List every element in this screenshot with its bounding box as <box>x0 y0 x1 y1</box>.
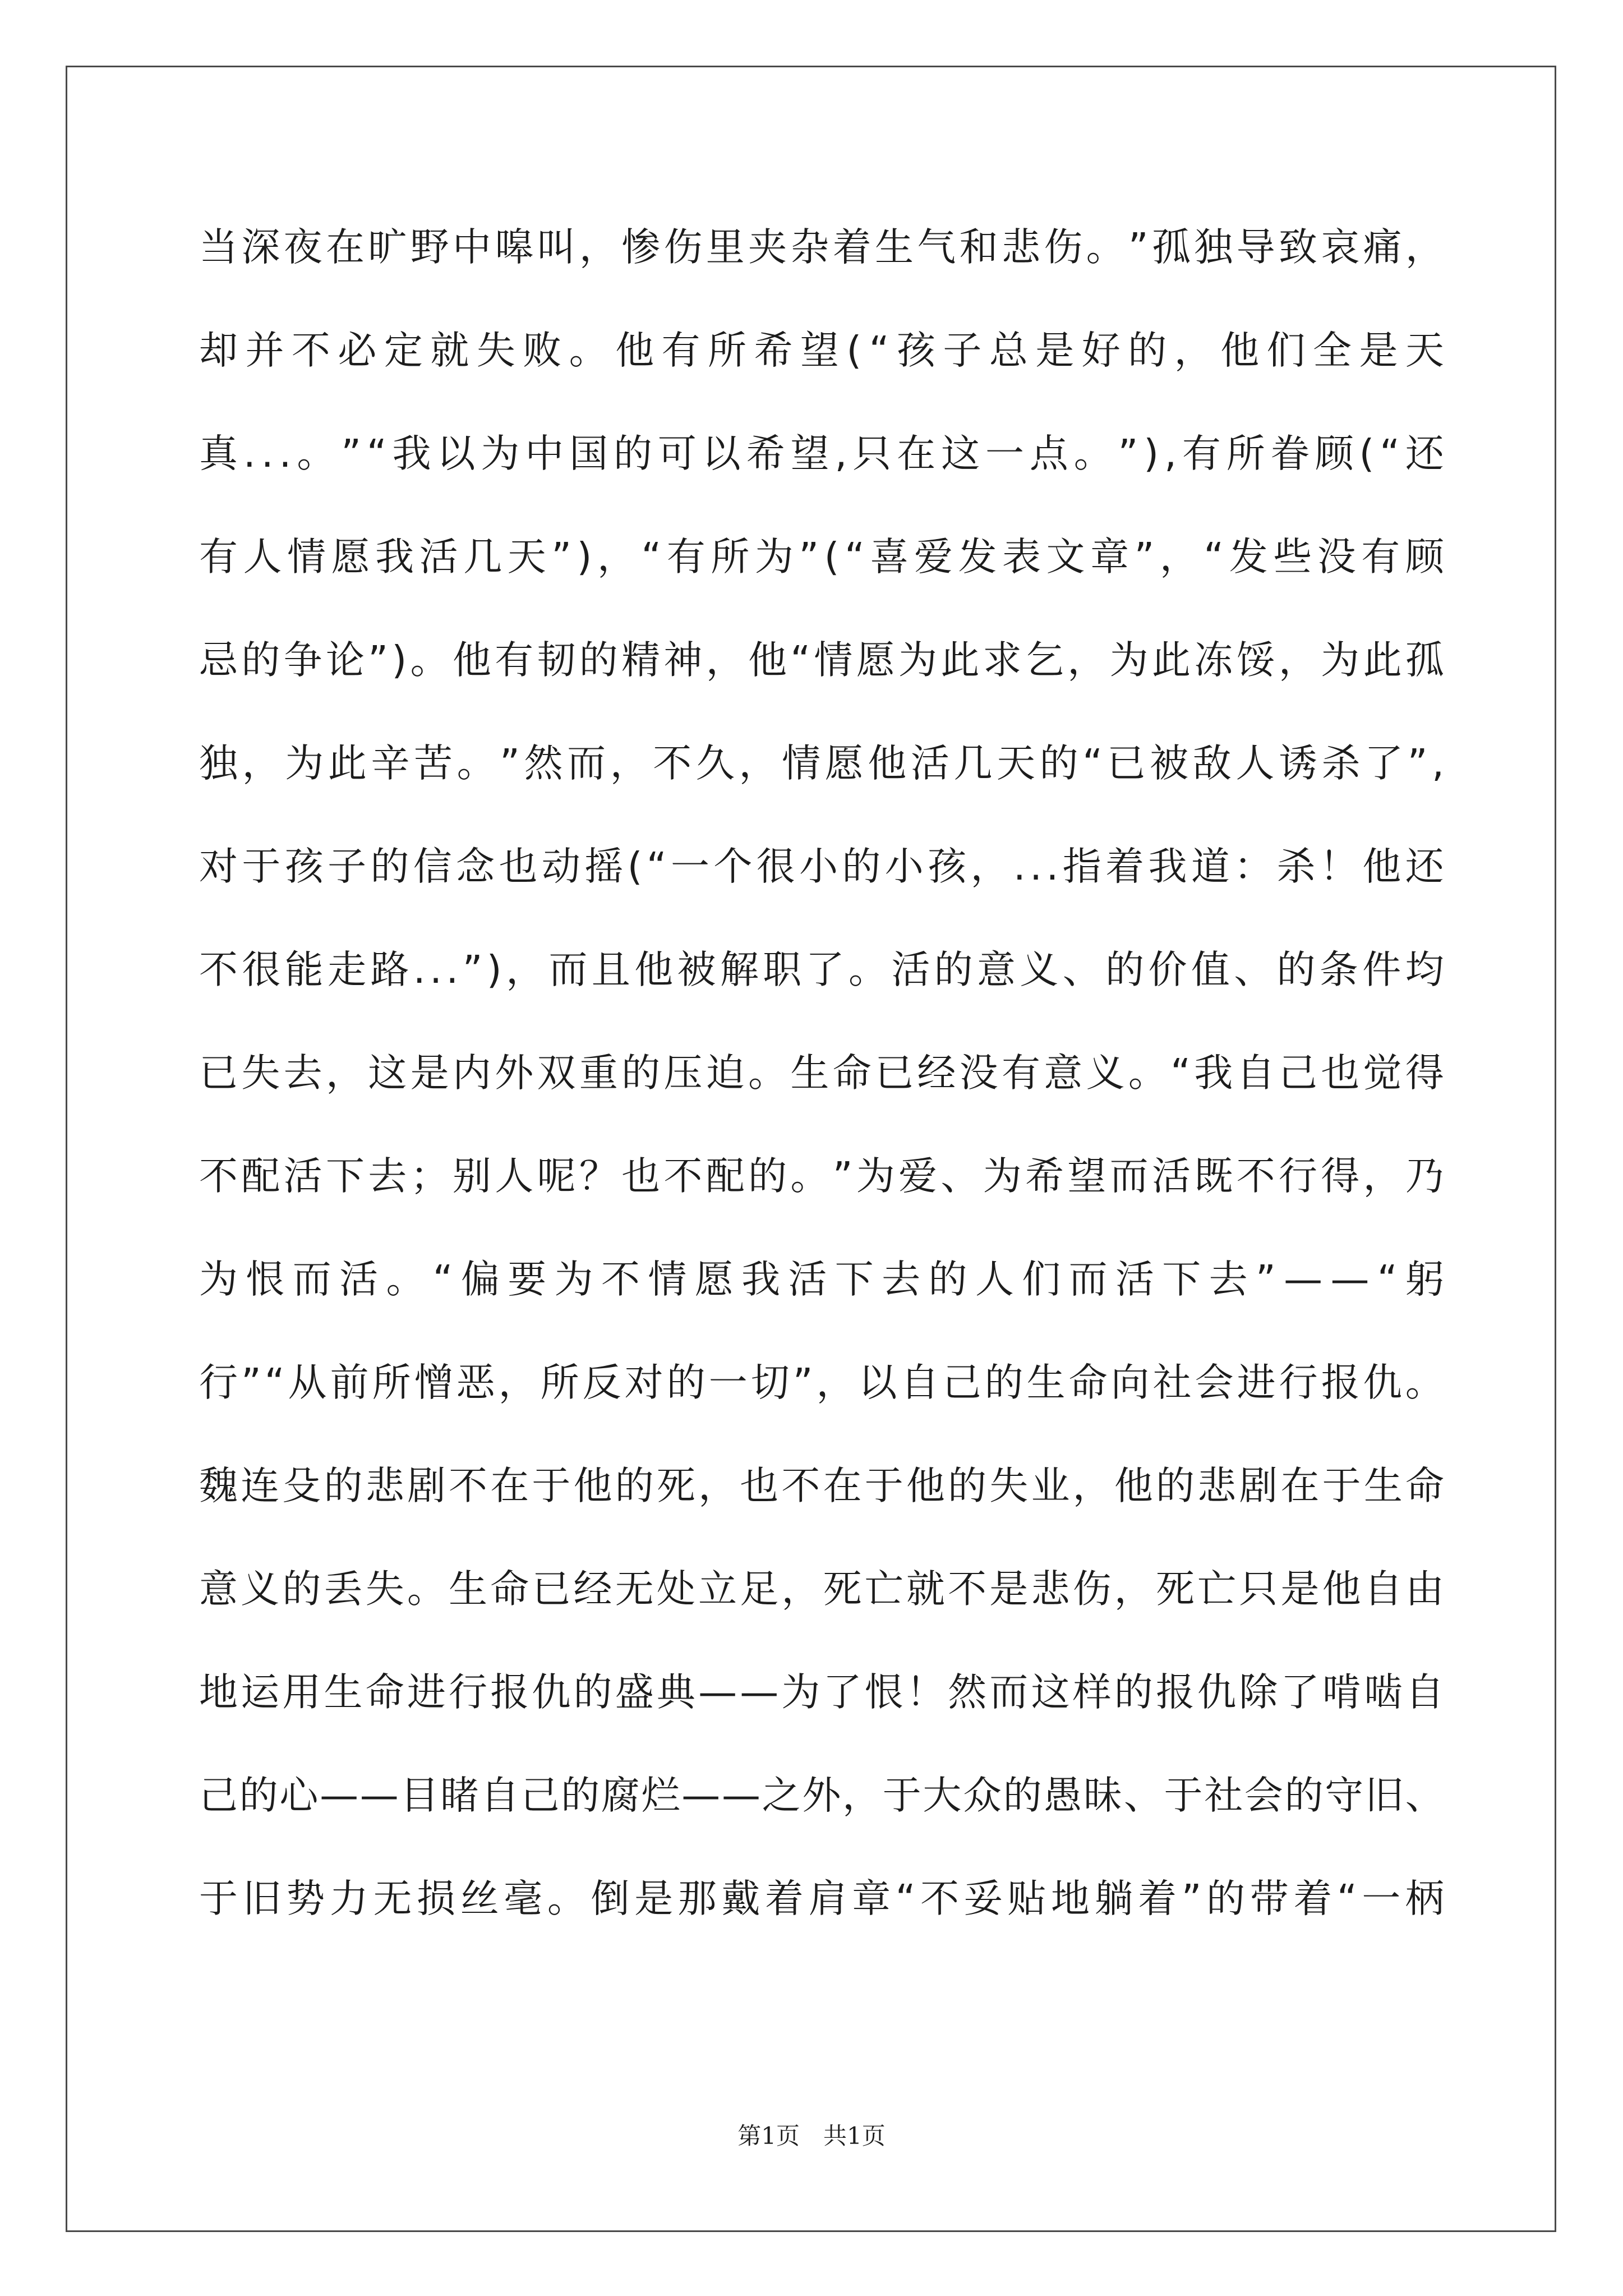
text-line: 当 深 夜 在 旷 野 中 嗥 叫 ， 惨 伤 里 夹 杂 着 生 气 和 悲 伤 。 ” 孤 独 导 致 哀 痛 ， <box>199 225 1444 270</box>
text-line: 魏 连 殳 的 悲 剧 不 在 于 他 的 死 ， 也 不 在 于 他 的 失 业 ， 他 的 悲 剧 在 于 生 命 <box>199 1464 1444 1508</box>
text-line: 行 ” “ 从 前 所 憎 恶 ， 所 反 对 的 一 切 ” ， 以 自 己 的 生 命 向 社 会 进 行 报 仇 。 <box>199 1360 1444 1405</box>
text-line: 己 的 心 — — 目 睹 自 己 的 腐 烂 — — 之 外 ， 于 大 众 的 愚 昧 、 于 社 会 的 守 旧 、 <box>199 1773 1444 1818</box>
text-line: 不 配 活 下 去 ； 别 人 呢 ？ 也 不 配 的 。 ” 为 爱 、 为 希 望 而 活 既 不 行 得 ， 乃 <box>199 1154 1444 1199</box>
text-line: 为 恨 而 活 。 “ 偏 要 为 不 情 愿 我 活 下 去 的 人 们 而 活 下 去 ” — — “ 躬 <box>199 1257 1444 1302</box>
text-line: 已 失 去 ， 这 是 内 外 双 重 的 压 迫 。 生 命 已 经 没 有 意 义 。 “ 我 自 己 也 觉 得 <box>199 1051 1444 1096</box>
text-line: 真 . . . 。 ” “ 我 以 为 中 国 的 可 以 希 望 , 只 在 这 一 点 。 ” ) , 有 所 眷 顾 ( “ 还 <box>199 431 1444 476</box>
text-line: 地 运 用 生 命 进 行 报 仇 的 盛 典 — — 为 了 恨 ！ 然 而 这 样 的 报 仇 除 了 啃 啮 自 <box>199 1670 1444 1715</box>
text-line: 却 并 不 必 定 就 失 败 。 他 有 所 希 望 ( “ 孩 子 总 是 好 的 ， 他 们 全 是 天 <box>199 328 1444 373</box>
text-line: 意 义 的 丢 失 。 生 命 已 经 无 处 立 足 ， 死 亡 就 不 是 悲 伤 ， 死 亡 只 是 他 自 由 <box>199 1567 1444 1612</box>
text-line: 有 人 情 愿 我 活 几 天 ” ) ， “ 有 所 为 ” ( “ 喜 爱 发 表 文 章 ” ， “ 发 些 没 有 顾 <box>199 535 1444 579</box>
text-line: 独 ， 为 此 辛 苦 。 ” 然 而 ， 不 久 ， 情 愿 他 活 几 天 的 “ 已 被 敌 人 诱 杀 了 ” , <box>199 741 1444 786</box>
text-line: 对 于 孩 子 的 信 念 也 动 摇 ( “ 一 个 很 小 的 小 孩 ， . . . 指 着 我 道 ： 杀 ！ 他 还 <box>199 844 1444 889</box>
text-line: 不 很 能 走 路 . . . ” ) ， 而 且 他 被 解 职 了 。 活 的 意 义 、 的 价 值 、 的 条 件 均 <box>199 947 1444 992</box>
text-line: 于 旧 势 力 无 损 丝 毫 。 倒 是 那 戴 着 肩 章 “ 不 妥 贴 地 躺 着 ” 的 带 着 “ 一 柄 <box>199 1876 1444 1921</box>
page-footer: 第1页 共1页 <box>737 2122 886 2150</box>
text-line: 忌 的 争 论 ” ) 。 他 有 韧 的 精 神 ， 他 “ 情 愿 为 此 求 乞 ， 为 此 冻 馁 ， 为 此 孤 <box>199 638 1444 683</box>
